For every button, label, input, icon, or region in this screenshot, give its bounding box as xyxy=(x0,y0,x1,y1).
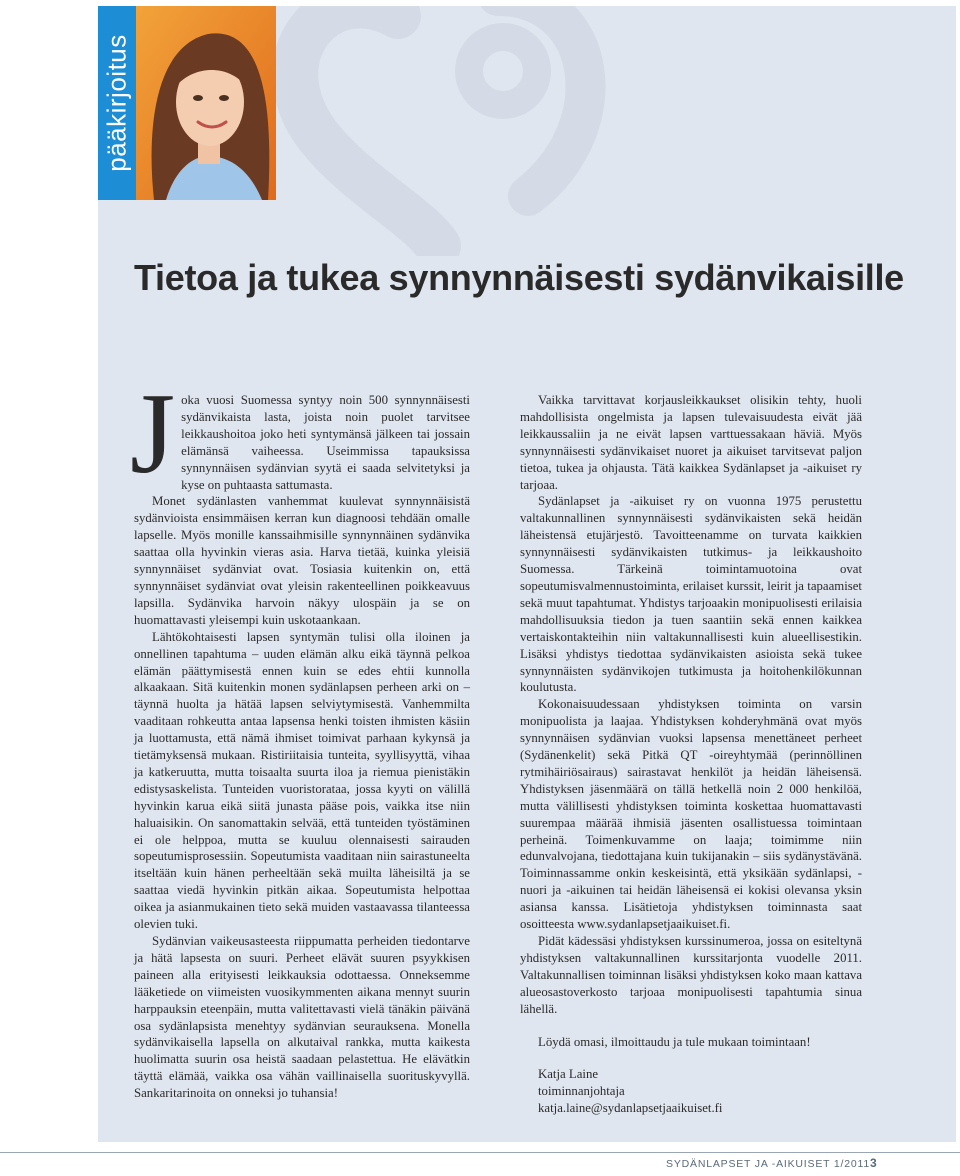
article-title: Tietoa ja tukea synnynnäisesti sydänvikaisille xyxy=(134,257,904,298)
paragraph: Pidät kädessäsi yhdistyksen kurssinumeroa, jossa on esiteltynä yhdistyksen valtakunnallinen kurssitarjonta vuodelle 2011. Valtakunnallisen toiminnan lisäksi yhdistyksen koko maan kattava alueosastoverkosto tarjoaa monipuolisesti tapahtumia sinua lähellä. xyxy=(520,934,862,1016)
page-number: 3 xyxy=(870,1156,877,1170)
paragraph: Lähtökohtaisesti lapsen syntymän tulisi olla iloinen ja onnellinen tapahtuma – uuden elämän alku eikä täynnä pelkoa elämän päättymisestä ennen kuin se edes ehtii kunnolla alkaakaan. Sitä kuitenkin monen sydänlapsen perheen arki on – täynnä huolta ja hätää lapsen selviytymisestä. Vanhemmilta vaaditaan rohkeutta antaa lapsensa henki toisten ihmisten käsiin ja luottamusta, että nämä ihmiset toimivat parhaan kykynsä ja tietämyksensä mukaan. Ristiriitaisia tunteita, syyllisyyttä, vihaa ja katkeruutta, mutta toisaalta suurta iloa ja riemua pienistäkin edistysaskelista. Tunteiden vuoristorataa, jossa kyyti on välillä hyvinkin karua eikä siitä junasta pääse pois, vaikka itse niin haluaisikin. On sanomattakin selvää, että tunteiden työstäminen ei ole helppoa, mutta se kuuluu olennaisesti sairauden sopeutumisprosessiin. Sopeutumista vaaditaan niin sairastuneelta itseltään kuin hänen perheeltään sekä muilta läheisiltä ja se saattaa viedä hyvinkin pitkän aikaa. Sopeutumista helpottaa oikea ja asianmukainen tieto sekä muiden vastaavassa tilanteessa olevien tuki. xyxy=(134,629,470,932)
portrait-image xyxy=(136,6,276,200)
signature-role: toiminnanjohtaja xyxy=(538,1084,625,1099)
paragraph: Sydänlapset ja -aikuiset ry on vuonna 1975 perustettu valtakunnallinen synnynnäisesti sydänvikaisten sekä heidän läheistensä etujärjestö. Tavoitteenamme on turvata kaikkien synnynnäisesti sydänvikaisten tutkimus- ja leikkaushoito Suomessa. Tärkeinä toimintamuotoina ovat sopeutumisvalmennustoiminta, erilaiset kurssit, leirit ja tapaamiset sekä muut tapahtumat. Yhdistys tarjoaakin monipuolisesti erilaisia mahdollisuuksia tiedon ja tuen saantiin sekä ennen kaikkea vertaiskontakteihin niin valtakunnallisesti kuin alueellisestikin. Lisäksi yhdistys tiedottaa sydänvikaisten asioista sekä tukee synnynnäisten sydänvikojen tutkimusta ja hoitohenkilökunnan koulutusta. xyxy=(520,494,862,695)
left-column xyxy=(130,370,470,1102)
closing-line: Löydä omasi, ilmoittaudu ja tule mukaan toimintaan! xyxy=(538,1034,811,1049)
paragraph: Vaikka tarvittavat korjausleikkaukset olisikin tehty, huoli mahdollisista ongelmista ja lapsen tulevaisuudesta eivät jää leikkaussaliin ja ne eivät lapsen varttuessakaan häviä. Myös synnynnäisesti sydänvikaiset nuoret ja aikuiset tarvitsevat paljon tietoa, tukea ja ohjausta. Tätä kaikkea Sydänlapset ja -aikuiset ry tarjoaa. xyxy=(520,393,862,492)
paragraph: Kokonaisuudessaan yhdistyksen toiminta on varsin monipuolista ja laajaa. Yhdistyksen kohderyhmänä ovat myös synnynnäisen sydänvian vuoksi lapsensa menettäneet perheet (Sydänenkelit) sekä Pitkä QT -oireyhtymää (perinnöllinen rytmihäiriösairaus) sairastavat henkilöt ja heidän läheisensä. Yhdistyksen jäsenmäärä on tällä hetkellä noin 2 000 henkilöä, mutta välillisesti yhdistyksen toiminta koskettaa huomattavasti suurempaa määrää ihmisiä jäsenten osallistuessa toimintaan perheinä. Toimenkuvamme on laaja; toimimme niin edunvalvojana, tiedottajana kuin tukijanakin – siis sydänystävänä. Toiminnassamme onkin keskeisintä, että yksikään sydänlapsi, -nuori ja -aikuinen tai heidän läheisensä ei kokisi olevansa yksin asiansa kanssa. Lisätietoja yhdistyksen toiminnasta saat osoitteesta www.sydanlapsetjaaikuiset.fi. xyxy=(520,697,862,932)
footer-publication: SYDÄNLAPSET JA -AIKUISET 1/2011 xyxy=(666,1158,870,1170)
signature-name: Katja Laine xyxy=(538,1067,599,1082)
drop-cap: J xyxy=(130,370,176,498)
right-column xyxy=(520,392,862,1117)
heart-watermark-icon xyxy=(268,6,608,256)
signature-email[interactable]: katja.laine@sydanlapsetjaaikuiset.fi xyxy=(538,1101,723,1116)
footer-divider xyxy=(0,1152,960,1153)
author-photo xyxy=(136,6,276,200)
section-tab xyxy=(98,6,136,200)
section-tab-label: pääkirjoitus xyxy=(101,34,132,172)
paragraph: Joka vuosi Suomessa syntyy noin 500 synnynnäisesti sydänvikaista lasta, joista noin puolet tarvitsee leikkaushoitoa joko heti syntymänsä jälkeen tai jossain elämänsä vaiheessa. Useimmissa tapauksissa synnynnäisen sydänvian syytä ei saada selvitetyksi ja kyse on puhtaasta sattumasta. xyxy=(130,370,470,498)
paragraph: Sydänvian vaikeusasteesta riippumatta perheiden tiedontarve ja hätä lapsesta on suuri. Perheet elävät suuren psyykkisen paineen alla erityisesti leikkauksia odottaessa. Onneksemme lääketiede on viimeisten vuosikymmenten aikana mennyt suurin harppauksin eteenpäin, mutta valitettavasti vielä tänäkin päivänä osa sydänlapsista menehtyy sydänvian seurauksena. Monella sydänvikaisella lapsella on alkutaival rankka, mutta kaikesta huolimatta suurin osa heistä saadaan pelastettua. He elävätkin täyttä elämää, vaikka osa vähän vaillinaisella suorituskyvyllä. Sankaritarinoita on onneksi jo tuhansia! xyxy=(134,934,470,1101)
paragraph: Monet sydänlasten vanhemmat kuulevat synnynnäisistä sydänvioista ensimmäisen kerran kun diagnoosi tehdään omalle lapselle. Myös monille kanssaihmisille synnynnäinen sydänvika saattaa olla hyvinkin vieras asia. Harva tietää, kuinka yleisiä synnynnäiset sydänviat ovat. Tosiasia kuitenkin on, että synnynnäiset sydänviat ovat yleisin rakenteellinen poikkeavuus lapsilla. Sydänvika harvoin näkyy ulospäin ja se on huomattavasti yleisempi kuin uskotaankaan. xyxy=(134,494,470,627)
